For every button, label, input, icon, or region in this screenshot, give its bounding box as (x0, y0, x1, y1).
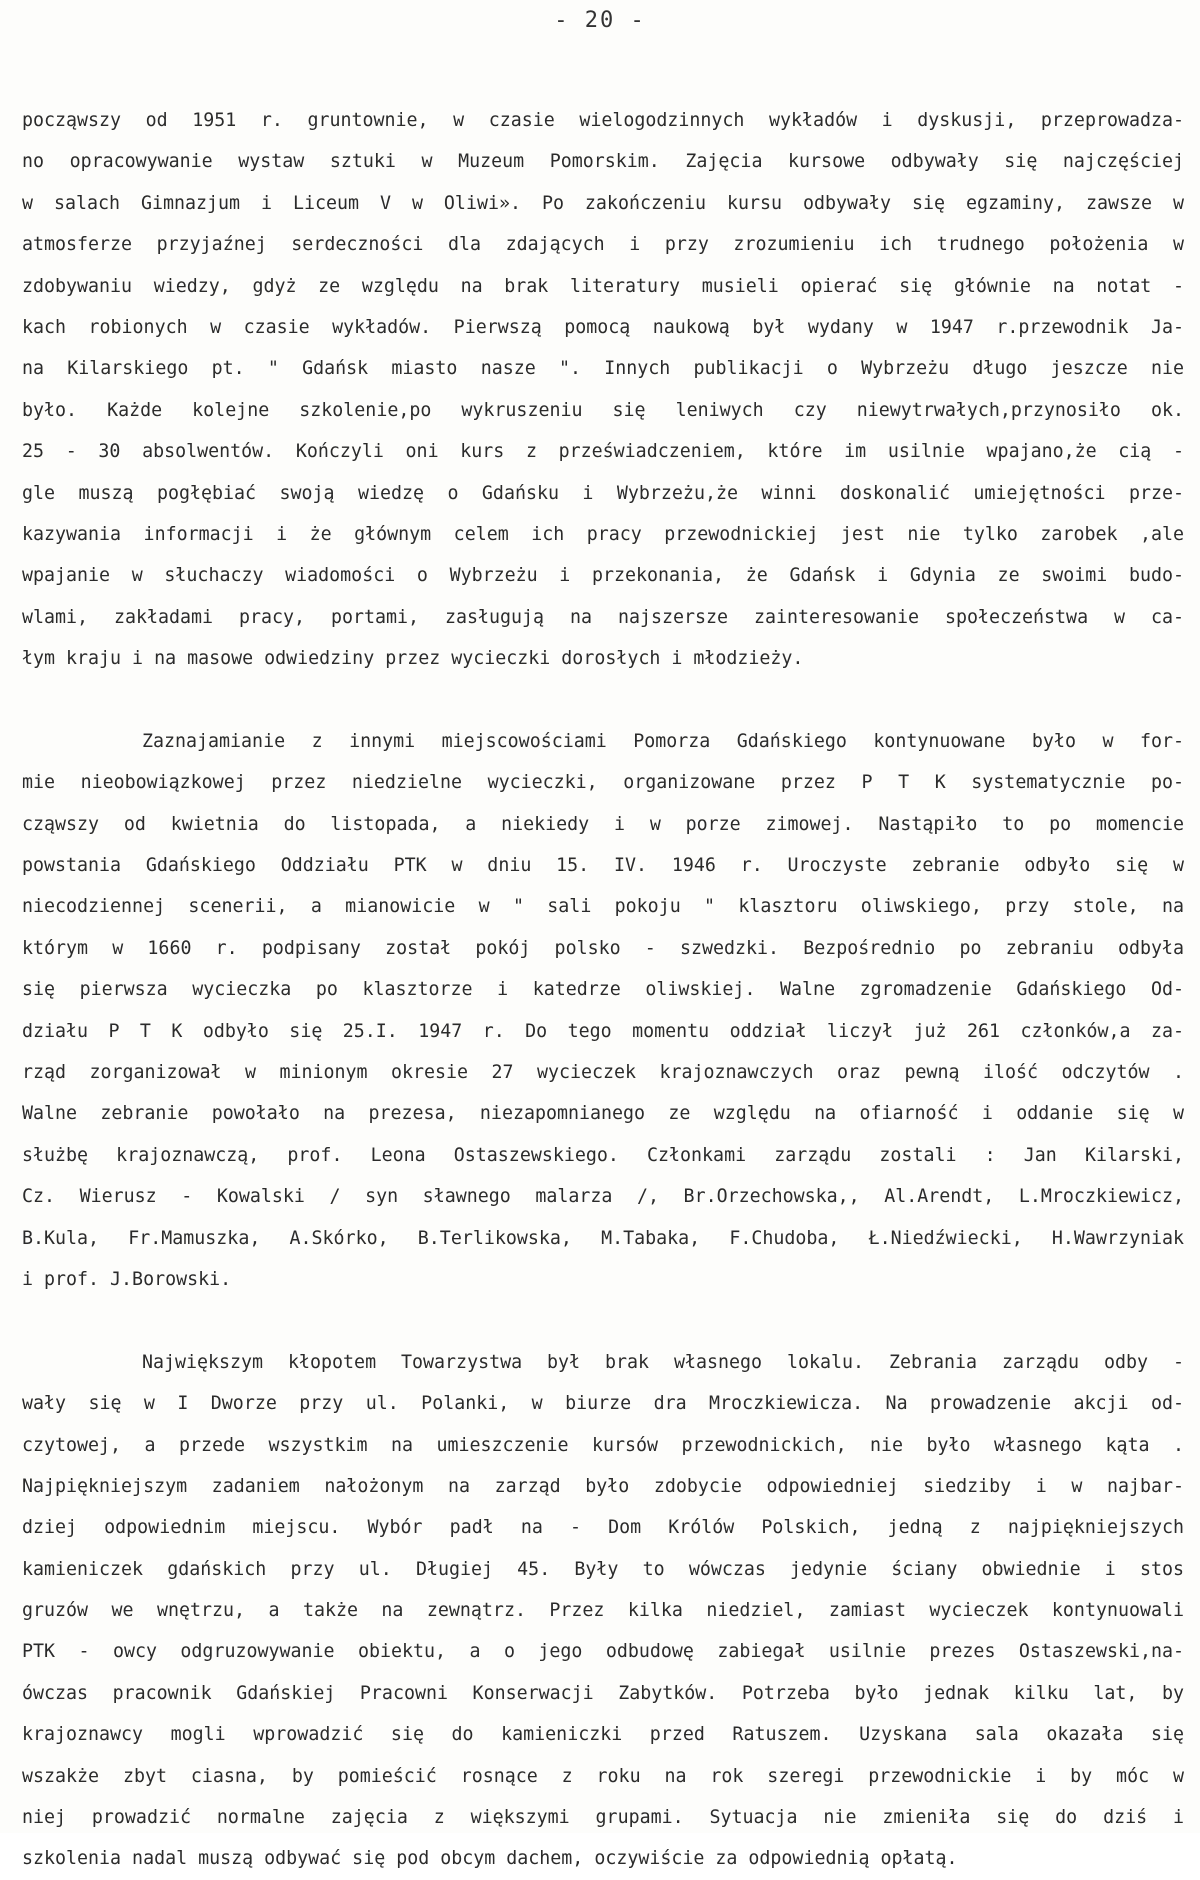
text-line: rząd zorganizował w minionym okresie 27 wycieczek krajoznawczych oraz pewną ilość odczytów . (22, 1061, 1184, 1083)
text-line: ówczas pracownik Gdańskiej Pracowni Konserwacji Zabytków. Potrzeba było jednak kilku lat, by (22, 1682, 1184, 1704)
text-line: szkolenia nadal muszą odbywać się pod obcym dachem, oczywiście za odpowiednią opłatą. (22, 1848, 958, 1870)
text-line: Cz. Wierusz - Kowalski / syn sławnego malarza /, Br.Orzechowska,, Al.Arendt, L.Mroczkiewicz, (22, 1186, 1184, 1208)
text-line: wlami, zakładami pracy, portami, zasługują na najszersze zainteresowanie społeczeństwa w ca- (22, 606, 1184, 628)
text-line: Walne zebranie powołało na prezesa, niezapomnianego ze względu na ofiarność i oddanie się w (22, 1103, 1184, 1125)
text-line: zdobywaniu wiedzy, gdyż ze względu na brak literatury musieli opierać się głównie na notat - (22, 275, 1184, 297)
text-line: powstania Gdańskiego Oddziału PTK w dniu 15. IV. 1946 r. Uroczyste zebranie odbyło się w (22, 855, 1184, 877)
text-line: działu P T K odbyło się 25.I. 1947 r. Do tego momentu oddział liczył już 261 członków,a za- (22, 1020, 1184, 1042)
text-line: wpajanie w słuchaczy wiadomości o Wybrzeżu i przekonania, że Gdańsk i Gdynia ze swoimi budo- (22, 565, 1184, 587)
text-line: służbę krajoznawczą, prof. Leona Ostaszewskiego. Członkami zarządu zostali : Jan Kilarski, (22, 1144, 1184, 1166)
text-line: wszakże zbyt ciasna, by pomieścić rosnące z roku na rok szeregi przewodnickie i by móc w (22, 1765, 1184, 1787)
paragraph-3 (22, 1342, 1184, 1880)
text-line: cząwszy od kwietnia do listopada, a niekiedy i w porze zimowej. Nastąpiło to po momencie (22, 813, 1184, 835)
text-line: w salach Gimnazjum i Liceum V w Oliwi». Po zakończeniu kursu odbywały się egzaminy, zawsze w (22, 192, 1184, 214)
paragraph-2 (22, 721, 1184, 1300)
text-line: wały się w I Dworze przy ul. Polanki, w biurze dra Mroczkiewicza. Na prowadzenie akcji od- (22, 1393, 1184, 1415)
text-line: 25 - 30 absolwentów. Kończyli oni kurs z przeświadczeniem, które im usilnie wpajano,że cią - (22, 441, 1184, 463)
paragraph-gap (22, 1300, 1184, 1341)
text-line: na Kilarskiego pt. " Gdańsk miasto nasze ". Innych publikacji o Wybrzeżu długo jeszcze nie (22, 358, 1184, 380)
page-number: - 20 - (554, 8, 646, 33)
text-line: czytowej, a przede wszystkim na umieszczenie kursów przewodnickich, nie było własnego kąta . (22, 1434, 1184, 1456)
text-line: dziej odpowiednim miejscu. Wybór padł na - Dom Królów Polskich, jedną z najpiękniejszych (22, 1517, 1184, 1539)
text-line: gruzów we wnętrzu, a także na zewnątrz. Przez kilka niedziel, zamiast wycieczek kontynuowali (22, 1600, 1184, 1622)
body-text (22, 100, 1184, 1880)
text-line: mie nieobowiązkowej przez niedzielne wycieczki, organizowane przez P T K systematycznie po- (22, 772, 1184, 794)
text-line: atmosferze przyjaźnej serdeczności dla zdających i przy zrozumieniu ich trudnego położenia w (22, 234, 1184, 256)
text-line: krajoznawcy mogli wprowadzić się do kamieniczki przed Ratuszem. Uzyskana sala okazała się (22, 1724, 1184, 1746)
text-line: łym kraju i na masowe odwiedziny przez wycieczki dorosłych i młodzieży. (22, 648, 804, 670)
paragraph-gap (22, 679, 1184, 720)
text-line: gle muszą pogłębiać swoją wiedzę o Gdańsku i Wybrzeżu,że winni doskonalić umiejętności prze- (22, 482, 1184, 504)
text-line: no opracowywanie wystaw sztuki w Muzeum Pomorskim. Zajęcia kursowe odbywały się najczęściej (22, 151, 1184, 173)
text-line: i prof. J.Borowski. (22, 1268, 232, 1290)
text-line: Zaznajamianie z innymi miejscowościami Pomorza Gdańskiego kontynuowane było w for- (142, 730, 1184, 752)
text-line: niej prowadzić normalne zajęcia z większymi grupami. Sytuacja nie zmieniła się do dziś i (22, 1807, 1184, 1829)
text-line: było. Każde kolejne szkolenie,po wykruszeniu się leniwych czy niewytrwałych,przynosiło ok. (22, 399, 1184, 421)
text-line: niecodziennej scenerii, a mianowicie w " sali pokoju " klasztoru oliwskiego, przy stole, na (22, 896, 1184, 918)
text-line: się pierwsza wycieczka po klasztorze i katedrze oliwskiej. Walne zgromadzenie Gdańskiego Od- (22, 979, 1184, 1001)
text-line: kazywania informacji i że głównym celem ich pracy przewodnickiej jest nie tylko zarobek ,ale (22, 523, 1184, 545)
text-line: którym w 1660 r. podpisany został pokój polsko - szwedzki. Bezpośrednio po zebraniu odbyła (22, 937, 1184, 959)
text-line: B.Kula, Fr.Mamuszka, A.Skórko, B.Terlikowska, M.Tabaka, F.Chudoba, Ł.Niedźwiecki, H.Wawrzyniak (22, 1227, 1184, 1249)
paragraph-1 (22, 100, 1184, 679)
text-line: kach robionych w czasie wykładów. Pierwszą pomocą naukową był wydany w 1947 r.przewodnik Ja- (22, 316, 1184, 338)
text-line: kamieniczek gdańskich przy ul. Długiej 45. Były to wówczas jedynie ściany obwiednie i stos (22, 1558, 1184, 1580)
text-line: Największym kłopotem Towarzystwa był brak własnego lokalu. Zebrania zarządu odby - (142, 1351, 1184, 1373)
text-line: PTK - owcy odgruzowywanie obiektu, a o jego odbudowę zabiegał usilnie prezes Ostaszewski,na- (22, 1641, 1184, 1663)
text-line: Najpiękniejszym zadaniem nałożonym na zarząd było zdobycie odpowiedniej siedziby i w najbar- (22, 1475, 1184, 1497)
text-line: począwszy od 1951 r. gruntownie, w czasie wielogodzinnych wykładów i dyskusji, przeprowadza- (22, 110, 1184, 131)
